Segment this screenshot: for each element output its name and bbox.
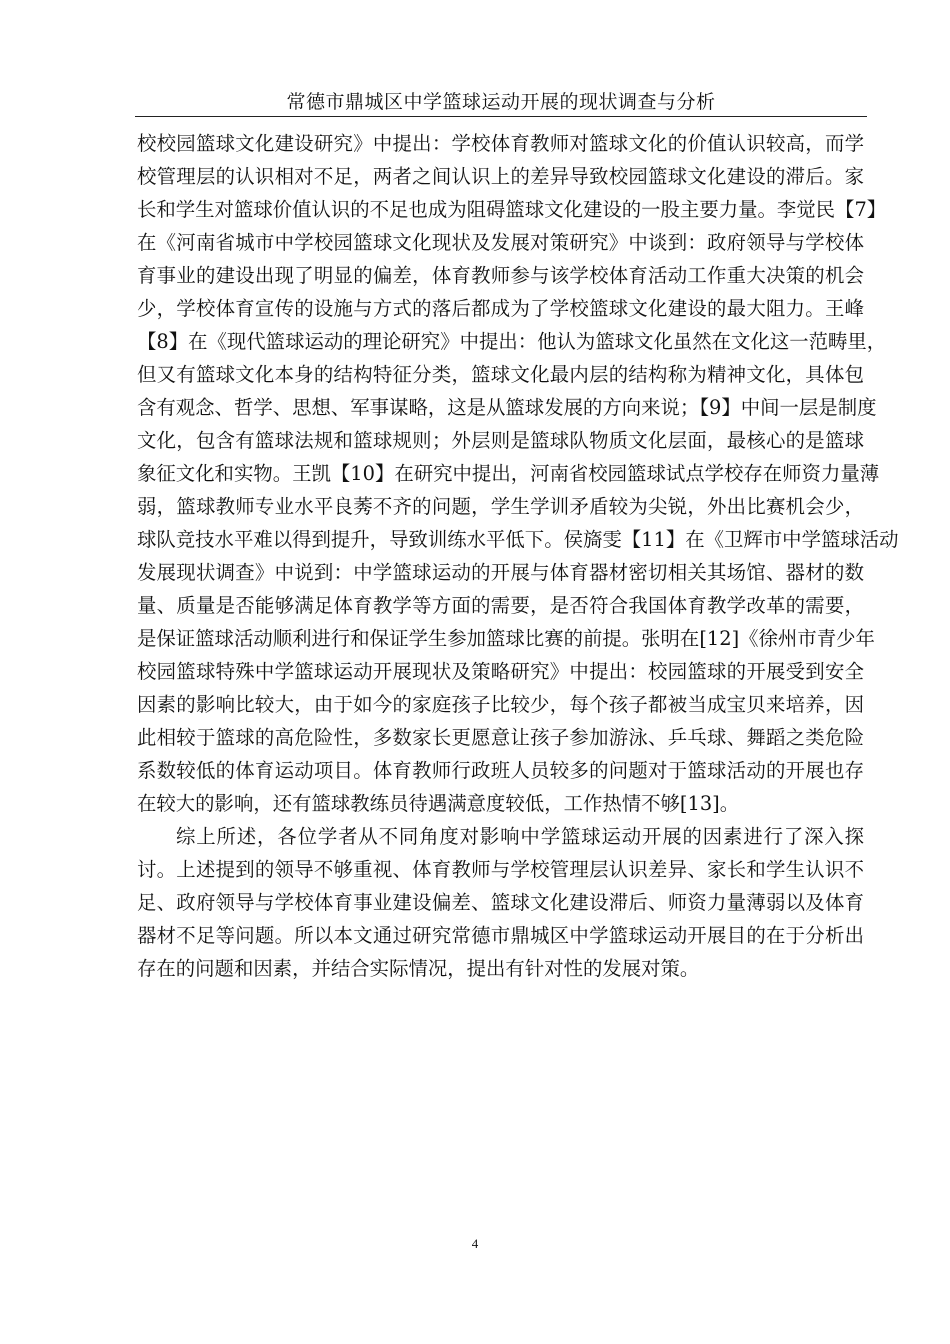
- text-line: 系数较低的体育运动项目。体育教师行政班人员较多的问题对于篮球活动的开展也存: [137, 759, 864, 782]
- text-line: 存在的问题和因素，并结合实际情况，提出有针对性的发展对策。: [137, 957, 700, 980]
- text-line-paragraph-start: 综上所述，各位学者从不同角度对影响中学篮球运动开展的因素进行了深入探: [176, 825, 864, 848]
- page-number: 4: [471, 1236, 479, 1251]
- text-line: 弱，篮球教师专业水平良莠不齐的问题，学生学训矛盾较为尖锐，外出比赛机会少，: [137, 495, 864, 518]
- text-line: 校园篮球特殊中学篮球运动开展现状及策略研究》中提出：校园篮球的开展受到安全: [137, 660, 864, 683]
- text-line: 讨。上述提到的领导不够重视、体育教师与学校管理层认识差异、家长和学生认识不: [137, 858, 864, 881]
- text-line: 在较大的影响，还有篮球教练员待遇满意度较低，工作热情不够[13]。: [137, 792, 740, 815]
- text-line: 校管理层的认识相对不足，两者之间认识上的差异导致校园篮球文化建设的滞后。家: [137, 165, 864, 188]
- text-line: 育事业的建设出现了明显的偏差，体育教师参与该学校体育活动工作重大决策的机会: [137, 264, 864, 287]
- text-line: 是保证篮球活动顺利进行和保证学生参加篮球比赛的前提。张明在[12]《徐州市青少年: [137, 627, 875, 650]
- text-line: 校校园篮球文化建设研究》中提出：学校体育教师对篮球文化的价值认识较高，而学: [137, 132, 864, 155]
- body-text: [137, 127, 899, 985]
- running-header-title: 常德市鼎城区中学篮球运动开展的现状调查与分析: [286, 91, 716, 113]
- text-line: 但又有篮球文化本身的结构特征分类，篮球文化最内层的结构称为精神文化，具体包: [137, 363, 864, 386]
- text-line: 在《河南省城市中学校园篮球文化现状及发展对策研究》中谈到：政府领导与学校体: [137, 231, 864, 254]
- text-line: 少，学校体育宣传的设施与方式的落后都成为了学校篮球文化建设的最大阻力。王峰: [137, 297, 864, 320]
- text-line: 文化，包含有篮球法规和篮球规则；外层则是篮球队物质文化层面，最核心的是篮球: [137, 429, 864, 452]
- text-line: 此相较于篮球的高危险性，多数家长更愿意让孩子参加游泳、乒乓球、舞蹈之类危险: [137, 726, 864, 749]
- text-line: 足、政府领导与学校体育事业建设偏差、篮球文化建设滞后、师资力量薄弱以及体育: [137, 891, 864, 914]
- text-line: 量、质量是否能够满足体育教学等方面的需要，是否符合我国体育教学改革的需要，: [137, 594, 864, 617]
- text-line: 【8】在《现代篮球运动的理论研究》中提出：他认为篮球文化虽然在文化这一范畴里，: [137, 330, 887, 353]
- text-line: 发展现状调查》中说到：中学篮球运动的开展与体育器材密切相关其场馆、器材的数: [137, 561, 864, 584]
- text-line: 含有观念、哲学、思想、军事谋略，这是从篮球发展的方向来说；【9】中间一层是制度: [137, 396, 877, 419]
- header-rule: [135, 116, 867, 117]
- text-line: 长和学生对篮球价值认识的不足也成为阻碍篮球文化建设的一股主要力量。李觉民【7】: [137, 198, 887, 221]
- text-line: 因素的影响比较大，由于如今的家庭孩子比较少，每个孩子都被当成宝贝来培养，因: [137, 693, 864, 716]
- text-line: 球队竞技水平难以得到提升，导致训练水平低下。侯旖雯【11】在《卫辉市中学篮球活动: [137, 528, 899, 551]
- text-line: 器材不足等问题。所以本文通过研究常德市鼎城区中学篮球运动开展目的在于分析出: [137, 924, 864, 947]
- text-line: 象征文化和实物。王凯【10】在研究中提出，河南省校园篮球试点学校存在师资力量薄: [137, 462, 880, 485]
